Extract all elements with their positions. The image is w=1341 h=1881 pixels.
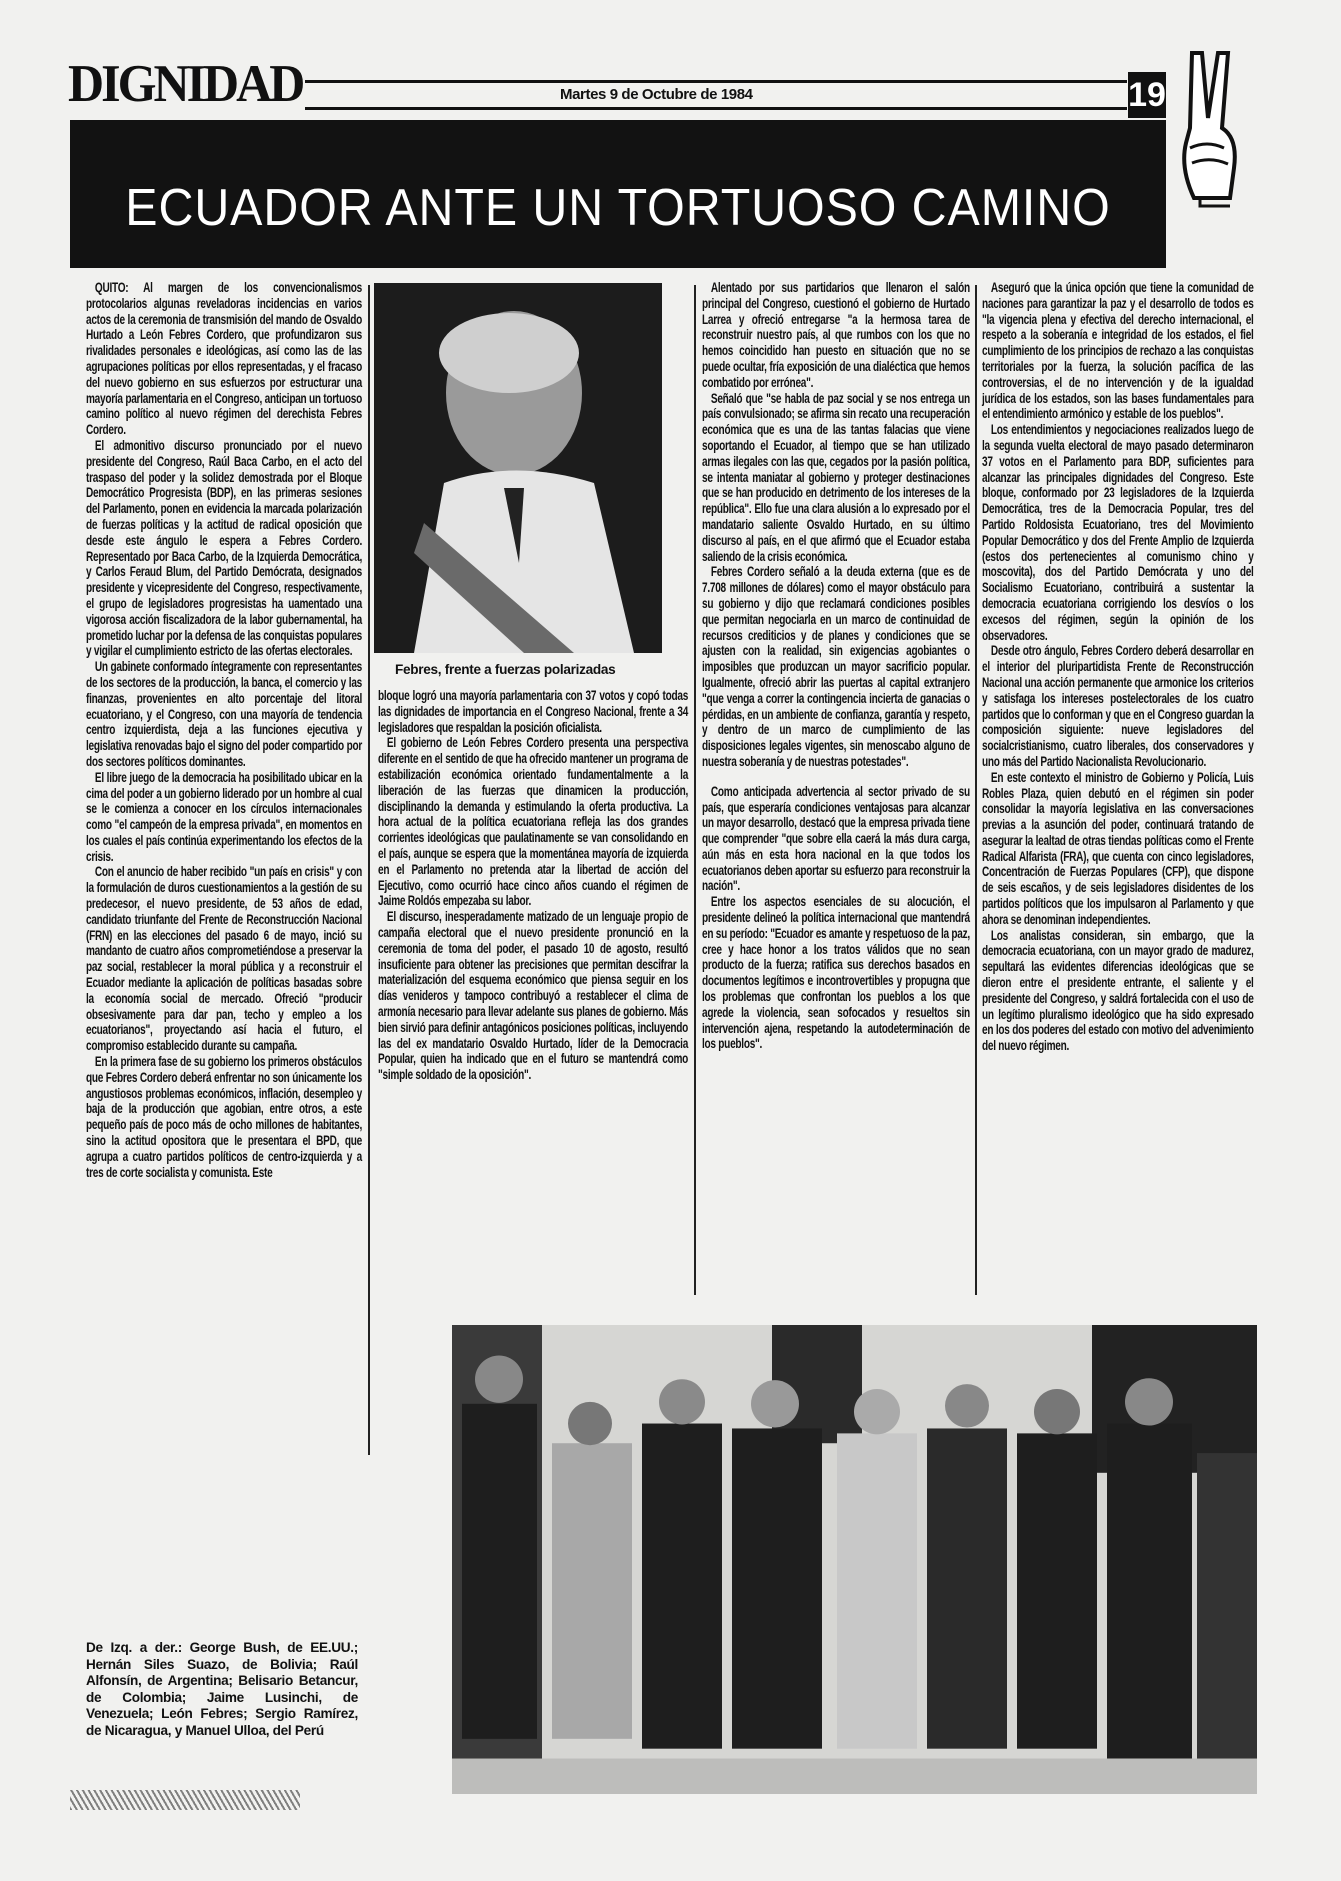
paragraph: bloque logró una mayoría parlamentaria con 37 votos y copó todas las dignidades de importancia en el Congreso Nacional, frente a 34 legisladores que respaldan la posición oficialista. — [378, 688, 689, 735]
paragraph: Aseguró que la única opción que tiene la comunidad de naciones para garantizar la paz y el desarrollo de todos es "la vigencia plena y efectiva del derecho internacional, el respeto a la soberanía e integridad de los estados, el fiel cumplimiento de los principios de rechazo a las conquistas territoriales por la fuerza, la solución pacífica de las controversias, el de no intervención y de la igualdad jurídica de los estados, son las bases fundamentales para el entendimiento armónico y estable de los pueblos". — [982, 280, 1254, 422]
paragraph: El discurso, inesperadamente matizado de un lenguaje propio de campaña electoral que el nuevo presidente pronunció en la ceremonia de toma del poder, el pasado 10 de agosto, resultó insuficiente para obtener las precisiones que permitan descifrar la materialización del esquema económico que piensa seguir en los días venideros y tampoco contribuyó a restablecer el clima de armonía necesario para llevar adelante sus planes de gobierno. Más bien sirvió para definir antagónicos posiciones políticas, incluyendo las del ex mandatario Osvaldo Hurtado, líder de la Democracia Popular, quien ha indicado que en el futuro se mantendrá como "simple soldado de la oposición". — [378, 909, 689, 1083]
group-photo-caption: De Izq. a der.: George Bush, de EE.UU.; Hernán Siles Suazo, de Bolivia; Raúl Alfonsín, de Argentina; Belisario Betancur, de Colombia; Jaime Lusinchi, de Venezuela; León Febres; Sergio Ramírez, de Nicaragua, y Manuel Ulloa, del Perú — [86, 1640, 358, 1738]
paragraph: Febres Cordero señaló a la deuda externa (que es de 7.708 millones de dólares) como el mayor obstáculo para su gobierno y dijo que reclamará condiciones posibles que permitan negociarla en un marco de continuidad de recursos crediticios y de planes y condiciones que se ajusten con la realidad, sin exigencias agobiantes o imposibles que produzcan un mayor sacrificio popular. Igualmente, ofreció abrir las puertas al capital extranjero "que venga a correr la contingencia incierta de ganacias o pérdidas, en un ambiente de confianza, garantía y respeto, y dentro de un marco de cumplimiento de las disposiciones legales vigentes, sin menoscabo alguno de nuestra soberanía y de nuestras potestades". — [702, 564, 970, 769]
header-rule-bottom — [305, 107, 1127, 110]
paragraph: En este contexto el ministro de Gobierno y Policía, Luis Robles Plaza, quien debutó en el régimen sin poder consolidar la mayoría legislativa en las conversaciones previas a la asunción del poder, continuará tratando de asegurar la lealtad de otras tiendas políticas como el Frente Radical Alfarista (FRA), que cuenta con cinco legisladores, Concentración de Fuerzas Populares (CFP), que dispone de seis escaños, y de seis legisladores disidentes de los partidos políticos que los impulsaron al Parlamento y que ahora se denominan independientes. — [982, 769, 1254, 927]
paragraph: Con el anuncio de haber recibido "un país en crisis" y con la formulación de duros cuestionamientos a la gestión de su predecesor, el nuevo presidente, de 53 años de edad, candidato triunfante del Frente de Reconstrucción Nacional (FRN) en las elecciones del pasado 6 de mayo, inció su mandanto de cuatro años comprometiéndose a preservar la paz social, restablecer la moral pública y a reconstruir el Ecuador mediante la aplicación de políticas basadas sobre la economía social de mercado. Ofreció "producir obsesivamente para dar pan, techo y empleo a los ecuatorianos", proyectando así hacia el futuro, el compromiso establecido durante su campaña. — [86, 864, 363, 1054]
paragraph: Alentado por sus partidarios que llenaron el salón principal del Congreso, cuestionó el gobierno de Hurtado Larrea y ofreció entregarse "a la hermosa tarea de reconstruir nuestro país, al que rumbos con los que no hemos coincidido han puesto en situación que no se puede ocultar, fría exposición de una dialéctica que hemos combatido por errónea". — [702, 280, 970, 390]
column-rule — [368, 285, 370, 1455]
article-column-1 — [86, 280, 362, 1180]
issue-date: Martes 9 de Octubre de 1984 — [560, 86, 753, 103]
paragraph: El gobierno de León Febres Cordero presenta una perspectiva diferente en el sentido de que ha ofrecido mantener un programa de estabilización económica orientado fundamentalmente a la liberación de las fuerzas que dinamicen la producción, disciplinando la demanda y estimulando la oferta productiva. La hora actual de la política ecuatoriana refleja las dos grandes corrientes ideológicas que paulatinamente se van consolidando en el país, aunque se espera que la momentánea mayoría de izquierda en el Parlamento no pretenda atar la libertad de acción del Ejecutivo, como ocurrió hace cinco años cuando el régimen de Jaime Roldós empezaba su labor. — [378, 735, 689, 909]
portrait-photo — [374, 283, 662, 653]
header-rule-top — [305, 80, 1127, 83]
page-number: 19 — [1128, 72, 1166, 118]
paragraph: El admonitivo discurso pronunciado por el nuevo presidente del Congreso, Raúl Baca Carbo, en el acto del traspaso del poder y la solidez demostrada por el Bloque Democrático Progresista (BDP), en las primeras sesiones del Parlamento, ponen en evidencia la marcada polarización de fuerzas políticas y la actitud de radical oposición que desde este ángulo le espera a Febres Cordero. Representado por Baca Carbo, de la Izquierda Democrática, y Carlos Feraud Blum, del Partido Demócrata, designados presidente y vicepresidente del Congreso, respectivamente, el grupo de legisladores progresistas ha uamentado una vigorosa acción fiscalizadora de la labor gubernamental, ha prometido luchar por la defensa de las conquistas populares y vigilar el cumplimiento estricto de las ofertas electorales. — [86, 437, 363, 659]
article-column-4 — [982, 280, 1254, 1054]
article-column-3 — [702, 280, 970, 1052]
paragraph: Un gabinete conformado íntegramente con representantes de los sectores de la producción, la banca, el comercio y las finanzas, provenientes en alto porcentaje del litoral ecuatoriano, y el Congreso, con una mayoría de tendencia centro izquierdista, deja a las funciones ejecutiva y legislativa renovadas bajo el signo del poder compartido por dos sectores políticos dominantes. — [86, 659, 363, 769]
paragraph: Entre los aspectos esenciales de su alocución, el presidente delineó la política internacional que mantendrá en su período: "Ecuador es amante y respetuoso de la paz, cree y hace honor a los tratos válidos que no sean producto de la fuerza; ratifica sus derechos basados en documentos legítimos e incontrovertibles y propugna que los problemas que confrontan los pueblos a los que agrede la violencia, sean sofocados y resueltos sin intervención ajena, respetando la autodeterminación de los pueblos". — [702, 894, 970, 1052]
paragraph: Como anticipada advertencia al sector privado de su país, que esperaría condiciones ventajosas para alcanzar un mayor desarrollo, destacó que la empresa privada tiene que comprender "que sobre ella caerá la más dura carga, aún más en esta hora nacional en la que todos los ecuatorianos deben aportar su esfuerzo para reconstruir la nación". — [702, 783, 970, 894]
headline: ECUADOR ANTE UN TORTUOSO CAMINO — [125, 179, 1111, 237]
victory-hand-icon — [1172, 48, 1252, 208]
headline-banner — [70, 120, 1166, 268]
paragraph: Los entendimientos y negociaciones realizados luego de la segunda vuelta electoral de mayo pasado determinaron 37 votos en el Parlamento para BDP, suficientes para alcanzar las principales dignidades del Congreso. Este bloque, conformado por 23 legisladores de la Izquierda Democrática, tres de la Democracia Popular, tres del Partido Roldosista Ecuatoriano, tres del Movimiento Popular Democrático y dos del Frente Amplio de Izquierda (estos dos pertenecientes al comunismo chino y moscovita), dos del Partido Demócrata y uno del Socialismo Ecuatoriano, contribuirá a sustentar la democracia ecuatoriana corrigiendo los desvíos o los excesos del régimen, según la opinión de los observadores. — [982, 422, 1254, 643]
portrait-caption: Febres, frente a fuerzas polarizadas — [395, 662, 616, 677]
paragraph: Los analistas consideran, sin embargo, que la democracia ecuatoriana, con un mayor grado de madurez, sepultará las evidentes diferencias ideológicas que se dieron entre el presidente entrante, el saliente y el presidente del Congreso, y saldrá fortalecida con el uso de un legítimo pluralismo ideológico que ha sido expresado en los dos poderes del estado con motivo del advenimiento del nuevo régimen. — [982, 927, 1254, 1054]
paragraph: Señaló que "se habla de paz social y se nos entrega un país convulsionado; se afirma sin recato una recuperación económica que es una de las tantas falacias que viene soportando el Ecuador, al tiempo que se han utilizado armas ilegales con las que, cegados por la pasión política, se intenta maniatar al gobierno y proteger destinaciones que se han producido en detrimento de los intereses de la república". Ello fue una clara alusión a lo expresado por el mandatario saliente Osvaldo Hurtado, en su último discurso al país, en el que afirmó que el Ecuador estaba saliendo de la crisis económica. — [702, 390, 970, 564]
column-rule — [694, 285, 696, 1295]
group-photo — [452, 1325, 1257, 1794]
decorative-hatch — [70, 1790, 300, 1810]
paragraph: Desde otro ángulo, Febres Cordero deberá desarrollar en el interior del pluripartidista Frente de Reconstrucción Nacional una acción permanente que armonice los criterios y satisfaga los intereses postelectorales de los cuatro partidos que lo conforman y que en el Congreso guardan la composición siguiente: nueve legisladores del socialcristianismo, cuatro liberales, dos conservadores y uno más del Partido Nacionalista Revolucionario. — [982, 643, 1254, 769]
column-rule — [975, 285, 977, 1295]
paragraph: En la primera fase de su gobierno los primeros obstáculos que Febres Cordero deberá enfrentar no son únicamente los angustiosos problemas económicos, inflación, desempleo y baja de la producción que agobian, entre otros, a este pequeño país de poco más de ocho millones de habitantes, sino la actitud opositora que le presentara el BPD, que agrupa a cuatro partidos políticos de centro-izquierda y a tres de corte socialista y comunista. Este — [86, 1054, 363, 1180]
article-column-2 — [378, 688, 688, 1083]
paragraph: QUITO: Al margen de los convencionalismos protocolarios algunas reveladoras incidencias en varios actos de la ceremonia de transmisión del mando de Osvaldo Hurtado a León Febres Cordero, que profundizaron sus rivalidades personales e ideológicas, así como las de las agrupaciones políticas por ellos representadas, y el fracaso del nuevo gobierno en sus esfuerzos por estructurar una mayoría parlamentaria en el Congreso, anticipan un tortuoso camino político al nuevo régimen del derechista Febres Cordero. — [86, 280, 363, 438]
paragraph: El libre juego de la democracia ha posibilitado ubicar en la cima del poder a un gobierno liderado por un hombre al cual se le comienza a conocer en los círculos internacionales como "el campeón de la empresa privada", en momentos en los cuales el país continúa experimentando los efectos de la crisis. — [86, 769, 363, 864]
masthead-logo: DIGNIDAD — [68, 53, 303, 113]
